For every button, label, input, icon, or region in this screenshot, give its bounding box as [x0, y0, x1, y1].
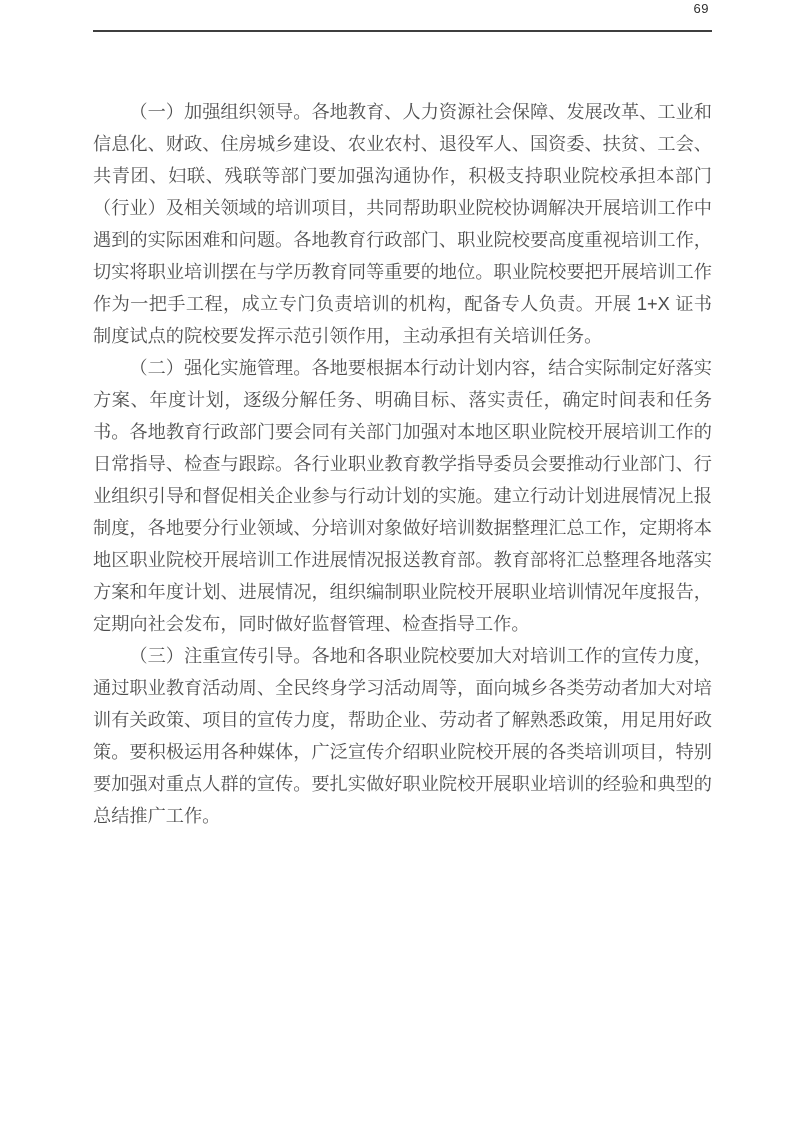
header-rule: [93, 30, 712, 32]
document-body: [93, 96, 712, 832]
page-number: 69: [693, 1, 709, 16]
paragraph-publicity-guidance: （三）注重宣传引导。各地和各职业院校要加大对培训工作的宣传力度，通过职业教育活动周、全民终身学习活动周等，面向城乡各类劳动者加大对培训有关政策、项目的宣传力度，帮助企业、劳动者了解熟悉政策，用足用好政策。要积极运用各种媒体，广泛宣传介绍职业院校开展的各类培训项目，特别要加强对重点人群的宣传。要扎实做好职业院校开展职业培训的经验和典型的总结推广工作。: [93, 646, 712, 826]
paragraph-implementation-management: （二）强化实施管理。各地要根据本行动计划内容，结合实际制定好落实方案、年度计划，逐级分解任务、明确目标、落实责任，确定时间表和任务书。各地教育行政部门要会同有关部门加强对本地区职业院校开展培训工作的日常指导、检查与跟踪。各行业职业教育教学指导委员会要推动行业部门、行业组织引导和督促相关企业参与行动计划的实施。建立行动计划进展情况上报制度，各地要分行业领域、分培训对象做好培训数据整理汇总工作，定期将本地区职业院校开展培训工作进展情况报送教育部。教育部将汇总整理各地落实方案和年度计划、进展情况，组织编制职业院校开展职业培训情况年度报告，定期向社会发布，同时做好监督管理、检查指导工作。: [93, 358, 712, 634]
paragraph-organization-leadership: （一）加强组织领导。各地教育、人力资源社会保障、发展改革、工业和信息化、财政、住房城乡建设、农业农村、退役军人、国资委、扶贫、工会、共青团、妇联、残联等部门要加强沟通协作，积极支持职业院校承担本部门（行业）及相关领域的培训项目，共同帮助职业院校协调解决开展培训工作中遇到的实际困难和问题。各地教育行政部门、职业院校要高度重视培训工作，切实将职业培训摆在与学历教育同等重要的地位。职业院校要把开展培训工作作为一把手工程，成立专门负责培训的机构，配备专人负责。开展 1+X 证书制度试点的院校要发挥示范引领作用，主动承担有关培训任务。: [93, 102, 712, 346]
